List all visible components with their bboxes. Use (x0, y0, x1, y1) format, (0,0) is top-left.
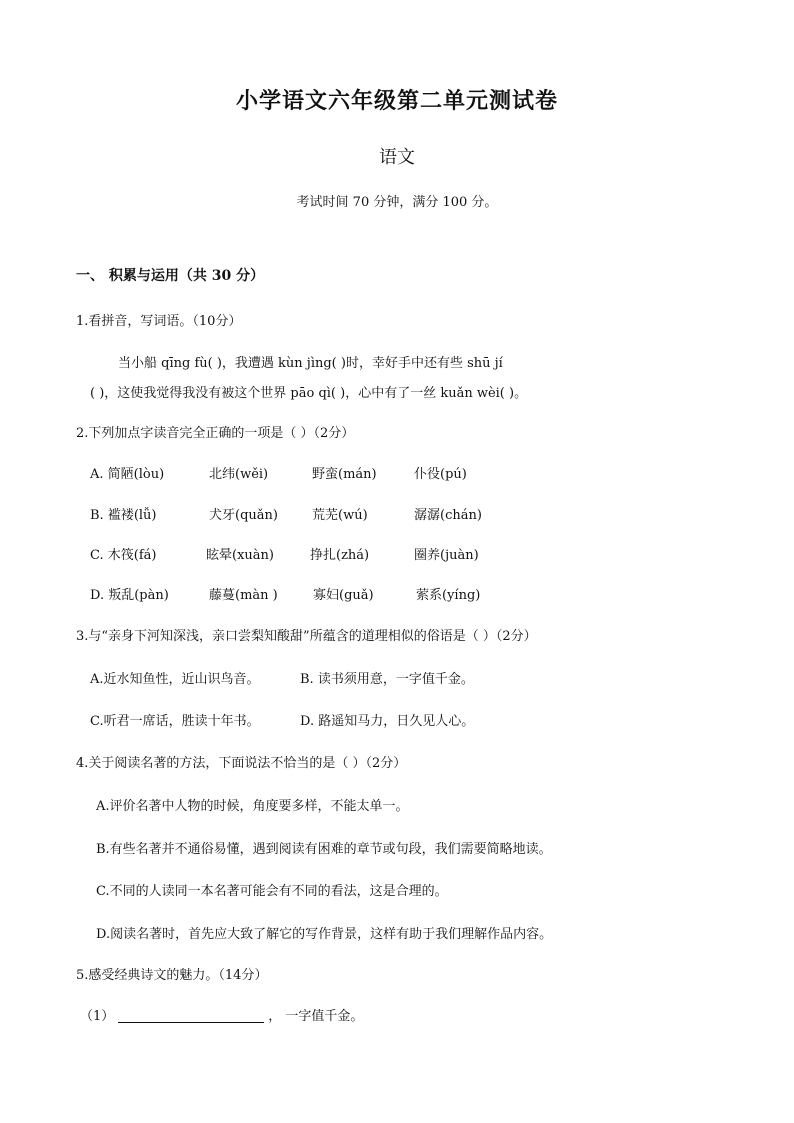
question-2-option-d-2: 藤蔓(màn ) (209, 588, 278, 603)
question-2-option-b-3: 荒芜(wú) (312, 508, 368, 523)
question-5-item-1-tail: ， 一字值千金。 (268, 1009, 364, 1024)
section-heading-1: 一、 积累与运用（共 30 分） (76, 268, 265, 284)
subject-subtitle: 语文 (379, 147, 415, 168)
question-3-option-b: B. 读书须用意，一字值千金。 (300, 672, 474, 687)
question-2-option-d-4: 萦系(yíng) (416, 588, 481, 603)
question-2-option-b-1: B. 褴褛(lǚ) (90, 508, 157, 523)
question-3-option-c: C.听君一席话，胜读十年书。 (90, 714, 260, 729)
question-2-option-a-3: 野蛮(mán) (312, 467, 377, 482)
question-1-line-2: ( )，这使我觉得我没有被这个世界 pāo qì( )，心中有了一丝 kuǎn wèi( )。 (90, 386, 528, 401)
answer-blank-line[interactable] (118, 1008, 264, 1023)
question-4-option-c: C.不同的人读同一本名著可能会有不同的看法，这是合理的。 (96, 884, 448, 899)
page-title: 小学语文六年级第二单元测试卷 (235, 88, 558, 114)
question-4-option-d: D.阅读名著时，首先应大致了解它的写作背景，这样有助于我们理解作品内容。 (96, 927, 553, 942)
question-2-stem: 2.下列加点字读音完全正确的一项是（ ）（2分） (76, 426, 355, 441)
exam-info: 考试时间 70 分钟，满分 100 分。 (296, 195, 498, 210)
question-2-option-c-2: 眩晕(xuàn) (206, 548, 274, 563)
question-3-stem: 3.与“亲身下河知深浅，亲口尝梨知酸甜”所蕴含的道理相似的俗语是（ ）（2分） (76, 629, 537, 644)
question-2-option-a-2: 北纬(wěi) (209, 467, 269, 482)
question-2-option-a-4: 仆役(pú) (414, 467, 467, 482)
question-1-line-1: 当小船 qīng fù( )，我遭遇 kùn jìng( )时，幸好手中还有些 shū jí (118, 356, 503, 371)
question-5-stem: 5.感受经典诗文的魅力。（14分） (76, 968, 268, 983)
question-3-option-d: D. 路遥知马力，日久见人心。 (300, 714, 475, 729)
question-2-option-b-2: 犬牙(quǎn) (209, 508, 278, 523)
question-4-option-b: B.有些名著并不通俗易懂，遇到阅读有困难的章节或句段，我们需要简略地读。 (96, 842, 552, 857)
question-4-stem: 4.关于阅读名著的方法，下面说法不恰当的是（ ）（2分） (76, 756, 407, 771)
question-2-option-d-3: 寡妇(guǎ) (313, 588, 374, 603)
question-2-option-c-4: 圈养(juàn) (414, 548, 479, 563)
question-2-option-b-4: 潺潺(chán) (414, 508, 482, 523)
question-2-option-a-1: A. 简陋(lòu) (90, 467, 165, 482)
question-4-option-a: A.评价名著中人物的时候，角度要多样，不能太单一。 (96, 799, 409, 814)
question-2-option-d-1: D. 叛乱(pàn) (90, 588, 169, 603)
question-3-option-a: A.近水知鱼性，近山识鸟音。 (90, 672, 260, 687)
question-5-item-1-label: （1） (80, 1009, 115, 1024)
question-1-stem: 1.看拼音，写词语。（10分） (76, 314, 242, 329)
question-5-item-1 (80, 1005, 363, 1024)
question-2-option-c-3: 挣扎(zhá) (310, 548, 370, 563)
question-2-option-c-1: C. 木筏(fá) (90, 548, 157, 563)
